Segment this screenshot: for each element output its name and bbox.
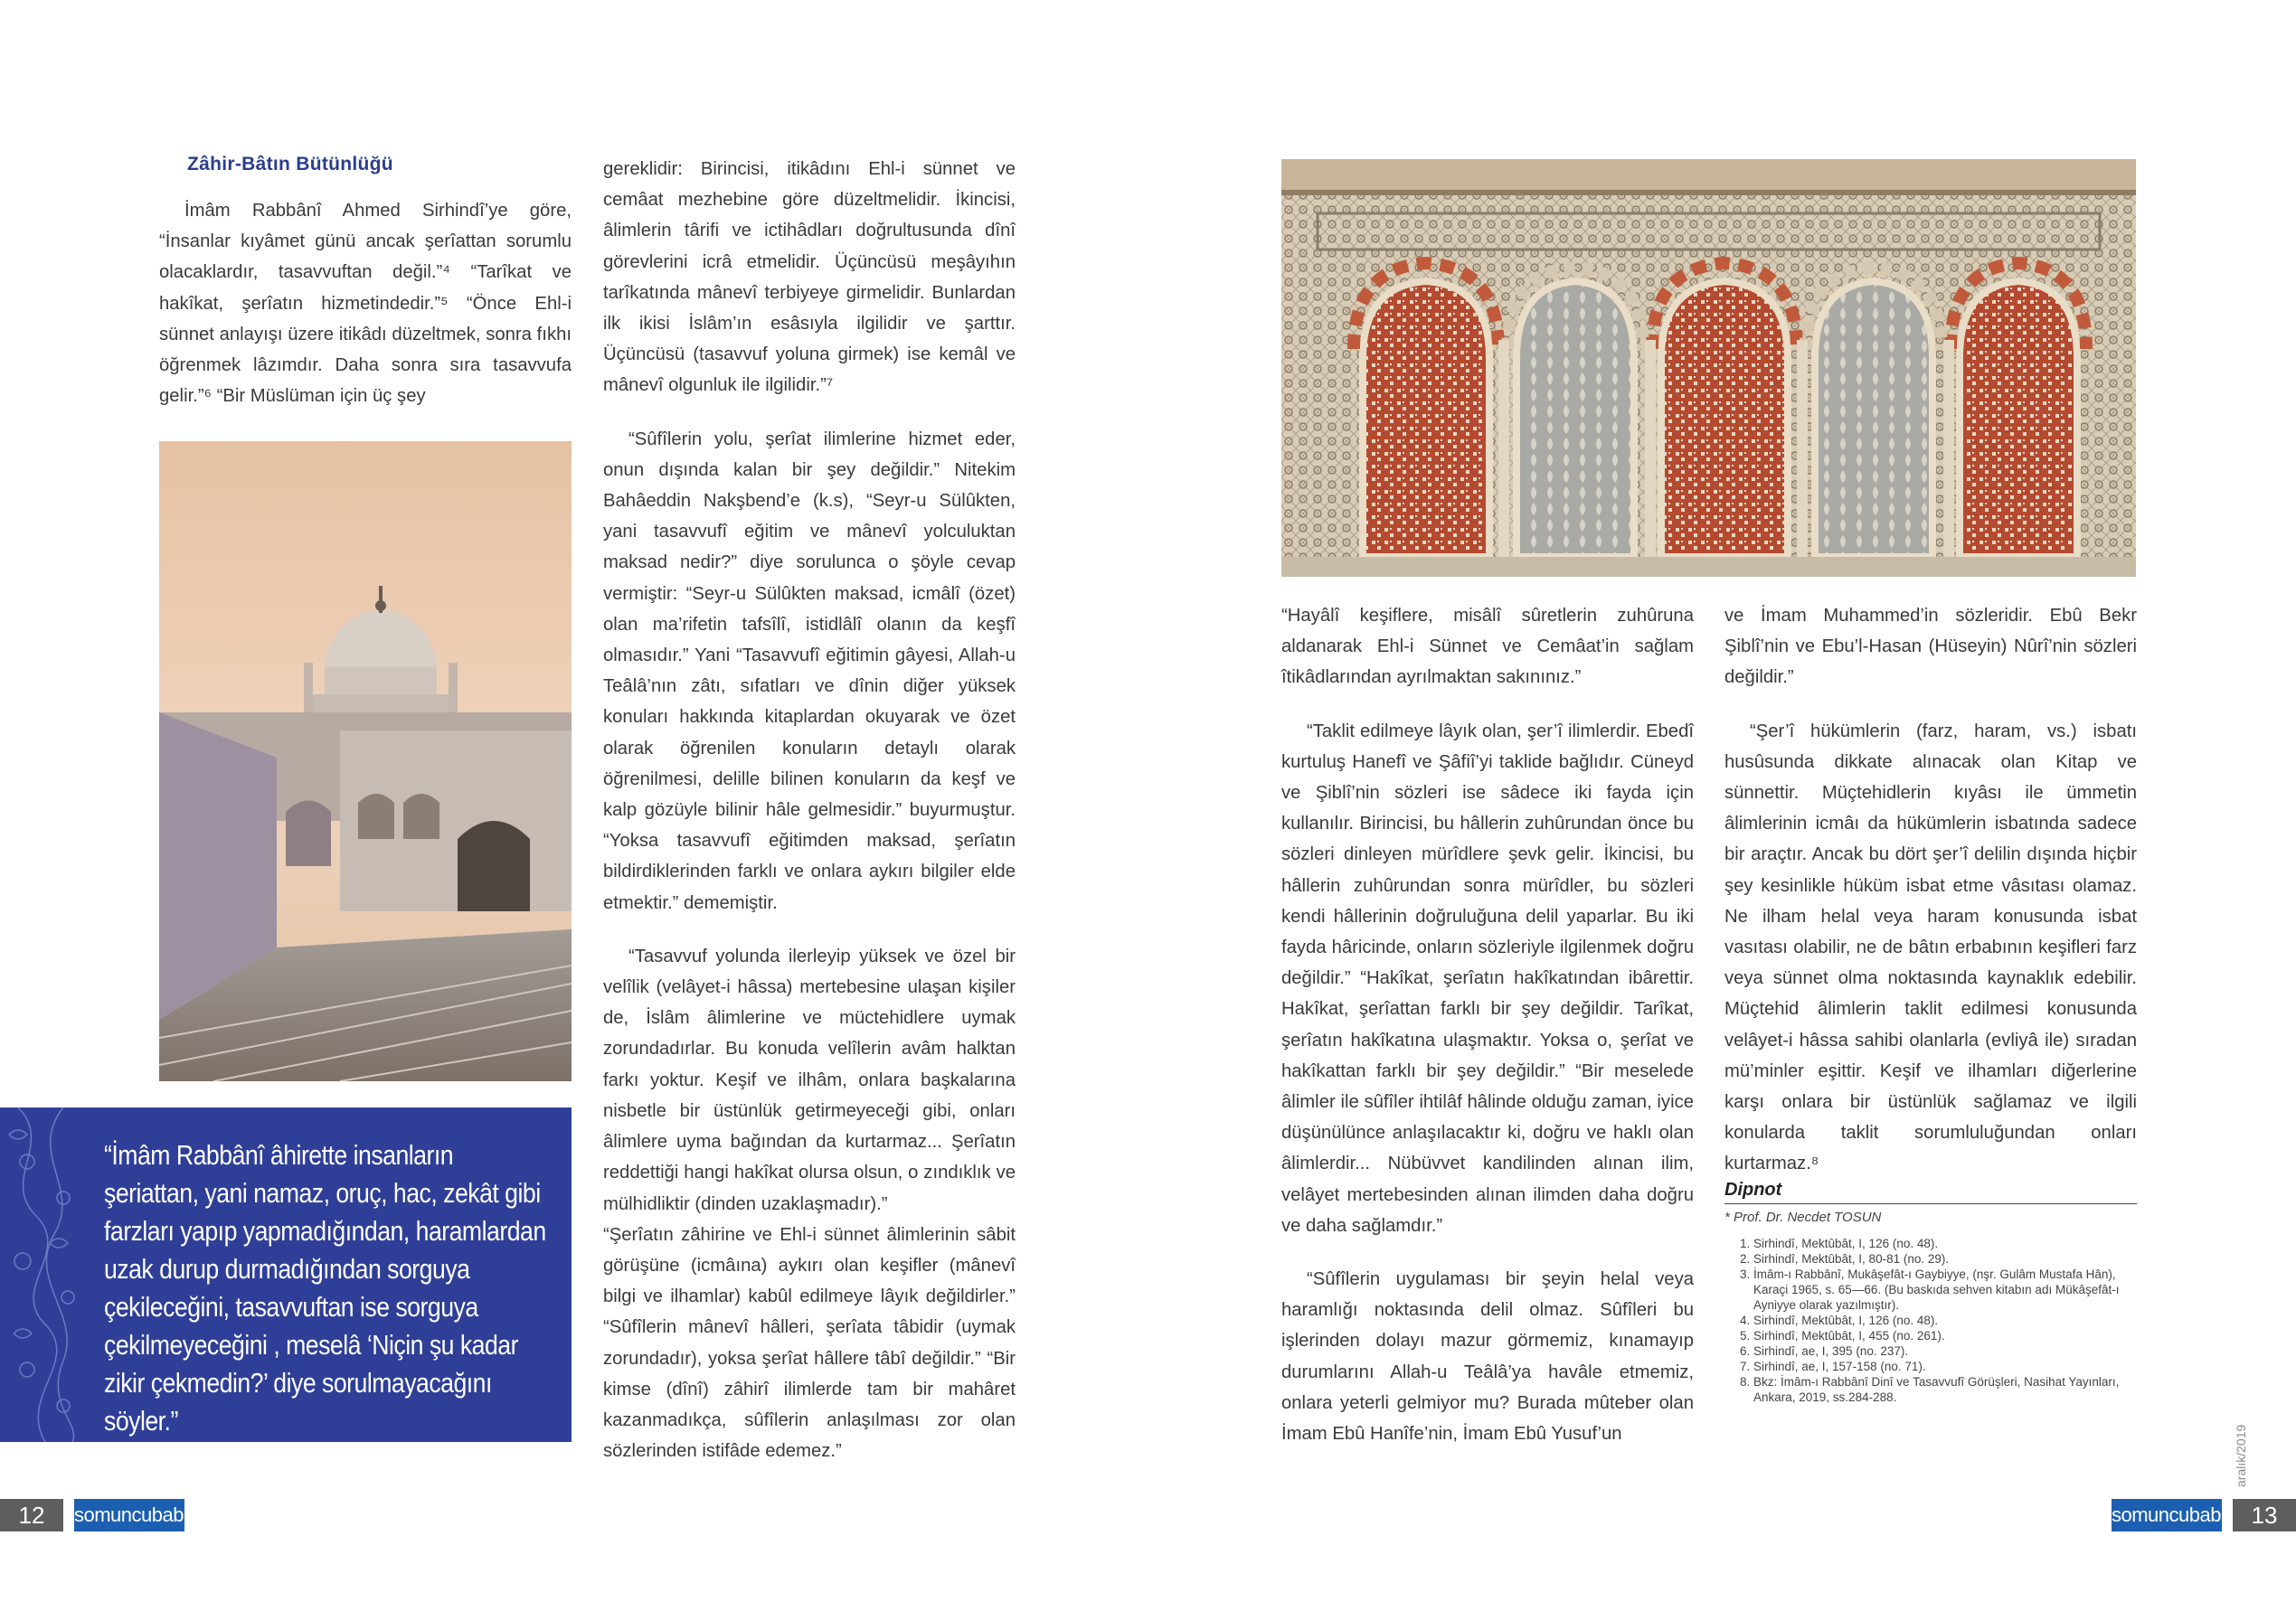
- paragraph: “Sûfîlerin yolu, şerîat ilimlerine hizmet eder, onun dışında kalan bir şey değildir.” Nitekim Bahâeddin Nakşbend’e (k.s), “Seyr-u Sülûkten, yani tasavvufî eğitim ve mânevî yolculuktan maksad nedir?” diye sorulunca o şöyle cevap vermiştir: “Seyr-u Sülûkten maksad, icmâlî (özet) olan ma’rifetin tafsîlî, istidlâlî olanın da keşfî olmasıdır.” Yani “Tasavvufî eğitimin gâyesi, Allah-u Teâlâ’nın zâtı, sıfatları ve dînin diğer yüksek konuları hakkında kitaplardan okuyarak ve özet olarak öğrenilen konuların detaylı olarak öğrenilmesi, delille bilinen konuların da keşf ve kalp gözüyle bilinir hâle gelmesidir.” buyurmuştur. “Yoksa tasavvufî eğitimden maksad, şerîatın bildirdiklerinden farklı ve onlara aykırı bilgiler elde etmektir.” dememiştir.: [603, 429, 1016, 913]
- column-4: [1724, 600, 2137, 1180]
- issue-date: aralık/2019: [2234, 1424, 2248, 1487]
- arches-illustration: [1281, 159, 2136, 577]
- mosque-photo: [159, 441, 572, 1081]
- footnote-item: 1. Sirhindî, Mektûbât, I, 126 (no. 48).: [1753, 1236, 2137, 1251]
- page-number-left: 12: [0, 1499, 63, 1531]
- footnotes-heading: Dipnot: [1724, 1183, 2137, 1204]
- footnote-item: 2. Sirhindî, Mektûbât, I, 80-81 (no. 29).: [1753, 1251, 2137, 1267]
- paragraph: gereklidir: Birincisi, itikâdını Ehl-i sünnet ve cemâat mezhebine göre düzeltmelidir. İkincisi, âlimlerin târifi ve ictihâdları doğrultusunda dînî görevlerini icrâ etmelidir. Üçüncüsü meşâyıhın tarîkatında mânevî terbiyeye girmelidir. Bunlardan ilk ikisi İslâm’ın esâsıyla ilgilidir ve şarttır. Üçüncüsü (tasavvuf yoluna girmek) ise kemâl ve mânevî olgunluk ile ilgilidir.”⁷: [603, 159, 1016, 396]
- paragraph: “Tasavvuf yolunda ilerleyip yüksek ve özel bir velîlik (velâyet-i hâssa) mertebesine ulaşan kişiler de, İslâm âlimlerine ve müctehidlere uymak zorundadırlar. Bu konuda velîlerin avâm halktan farkı yoktur. Keşif ve ilhâm, onlara başkalarına nisbetle bir üstünlük getirmeyeceği gibi, onları âlimlere uyma bağından da kurtarmaz... Şerîatın reddettiği hangi hakîkat olursa olsun, o zındıklık ve mülhidliktir (dinden uzaklaşmadır).”: [603, 946, 1016, 1214]
- arches-photo: [1281, 159, 2136, 577]
- floral-pattern: [0, 1107, 90, 1442]
- footnote-item: 7. Sirhindî, ae, I, 157-158 (no. 71).: [1753, 1359, 2137, 1374]
- column-1: [159, 195, 572, 411]
- footnote-item: 8. Bkz: İmâm-ı Rabbânî Dinî ve Tasavvufî Görüşleri, Nasihat Yayınları, Ankara, 2019, ss.284-288.: [1753, 1374, 2137, 1405]
- paragraph: İmâm Rabbânî Ahmed Sirhindî’ye göre, “İnsanlar kıyâmet günü ancak şerîattan sorumlu olacaklardır, tasavvuftan değil.”⁴ “Tarîkat ve hakîkat, şerîatın hizmetindedir.”⁵ “Önce Ehl-i sünnet anlayışı üzere itikâdı düzeltmek, sonra fıkhı öğrenmek lâzımdır. Daha sonra sıra tasavvufa gelir.”⁶ “Bir Müslüman için üç şey: [159, 201, 572, 407]
- page-number-right: 13: [2233, 1499, 2296, 1531]
- paragraph: “Şerîatın zâhirine ve Ehl-i sünnet âlimlerinin sâbit görüşüne (icmâına) aykırı olan keşifler (mânevî bilgi ve ilhamlar) kabûl edilmeye lâyık değildirler.” “Sûfîlerin mânevî hâlleri, şerîata tâbidir (uymak zorundadır), yoksa şerîat hâllere tâbî değildir.” “Bir kimse (dînî) zâhirî ilimlerde tam bir mahâret kazanmadıkça, sûfîlerin anlaşılması zor olan sözlerinden istifâde edemez.”: [603, 1224, 1016, 1462]
- footnotes: [1724, 1180, 2137, 1405]
- paragraph: “Sûfîlerin uygulaması bir şeyin helal veya haramlığı noktasında delil olmaz. Sûfîleri bu işlerinden dolayı mazur görmemiz, kınamayıp durumlarını Allah-u Teâlâ’ya havâle etmemiz, onlara yeterli gelmiyor mu? Burada mûteber olan İmam Ebû Hanîfe’nin, İmam Ebû Yusuf’un: [1281, 1269, 1694, 1445]
- footnotes-author: * Prof. Dr. Necdet TOSUN: [1724, 1210, 1882, 1225]
- footnote-item: 3. İmâm-ı Rabbânî, Mukâşefât-ı Gaybiyye, (nşr. Gulâm Mustafa Hân), Karaçi 1965, s. 65—66. (Bu baskıda sehven kitabın adı Mükâşefât-ı Ayniyye olarak yazılmıştır).: [1753, 1267, 2137, 1313]
- footnote-list: [1724, 1236, 2137, 1405]
- pull-quote-box: [0, 1107, 572, 1442]
- footnote-item: 5. Sirhindî, Mektûbât, I, 455 (no. 261).: [1753, 1328, 2137, 1343]
- paragraph: “Taklit edilmeye lâyık olan, şer’î ilimlerdir. Ebedî kurtuluş Hanefî ve Şâfiî’yi taklide bağlıdır. Cüneyd ve Şiblî’nin sözleri ise sâdece iki fayda için kullanılır. Birincisi, bu hâllerin zuhûrundan önce bu sözleri dinleyen mürîdlere şevk gelir. İkincisi, bu hâllerin zuhûrundan sonra mürîdler, bu sözleri kendi hâllerinin doğruluğuna delil yaparlar. Bu iki fayda hâricinde, onların sözleriyle ilgilenmek doğru değildir.” “Hakîkat, şerîatın hakîkatından ibârettir. Hakîkat, şerîattan farklı bir şey değildir. Tarîkat, şerîatın hakîkatına ulaşmaktır. Yoksa o, şerîat ve hakîkattan farklı bir şey değildir.” “Bir meselede âlimler ile sûfîler ihtilâf hâlinde olduğu zaman, iyice düşünülünce anlaşılacaktır ki, doğru ve haklı olan âlimlerdir... Nübüvvet kandilinden alınan ilim, velâyet mertebesinden alınan ilimden daha doğru ve daha sağlamdır.”: [1281, 721, 1694, 1236]
- mosque-illustration: [159, 441, 572, 1081]
- paragraph: ve İmam Muhammed’in sözleridir. Ebû Bekr Şiblî’nin ve Ebu’l-Hasan (Hüseyin) Nûrî’nin sözleri değildir.”: [1724, 606, 2137, 688]
- paragraph: “Hayâlî keşiflere, misâlî sûretlerin zuhûruna aldanarak Ehl-i Sünnet ve Cemâat’in sağlam îtikâdlarından ayrılmaktan sakınınız.”: [1281, 606, 1694, 688]
- column-3: [1281, 600, 1694, 1449]
- column-2: [603, 154, 1016, 1466]
- pull-quote-text: “İmâm Rabbânî âhirette insanların şeriattan, yani namaz, oruç, hac, zekât gibi farzları yapıp yapmadığından, haramlardan uzak durup durmadığından sorguya çekileceğini, tasavvuftan ise sorguya çekilmeyeceğini , meselâ ‘Niçin şu kadar zikir çekmedin?’ diye sorulmayacağını söyler.”: [104, 1139, 546, 1437]
- brand-label-right: somuncubaba: [2112, 1499, 2222, 1531]
- brand-label-left: somuncubaba: [74, 1499, 184, 1531]
- footnote-item: 4. Sirhindî, Mektûbât, I, 126 (no. 48).: [1753, 1313, 2137, 1328]
- paragraph: “Şer’î hükümlerin (farz, haram, vs.) isbatı husûsunda dikkate alınacak olan Kitap ve sünnettir. Müçtehidlerin kıyâsı ile ümmetin âlimlerinin icmâı da hükümlerin isbatında sadece bir araçtır. Ancak bu dört şer’î delilin dışında hiçbir şey kesinlikle hüküm isbat etme vâsıtası olamaz. Ne ilham helal veya haram konusunda isbat vasıtası olabilir, ne de bâtın erbabının keşifleri farz veya sünnet olma noktasında kaynaklık edebilir. Müçtehid âlimlerin taklit edilmesi konusunda velâyet-i hâssa sahibi olanlarla (evliyâ ile) sıradan mü’minler eşittir. Keşif ve ilhamları diğerlerine karşı onlara bir üstünlük sağlamaz ve ilgili konularda taklit sorumluluğundan onları kurtarmaz.⁸: [1724, 721, 2137, 1174]
- section-heading: Zâhir-Bâtın Bütünlüğü: [187, 154, 393, 174]
- footnote-item: 6. Sirhindî, ae, I, 395 (no. 237).: [1753, 1343, 2137, 1359]
